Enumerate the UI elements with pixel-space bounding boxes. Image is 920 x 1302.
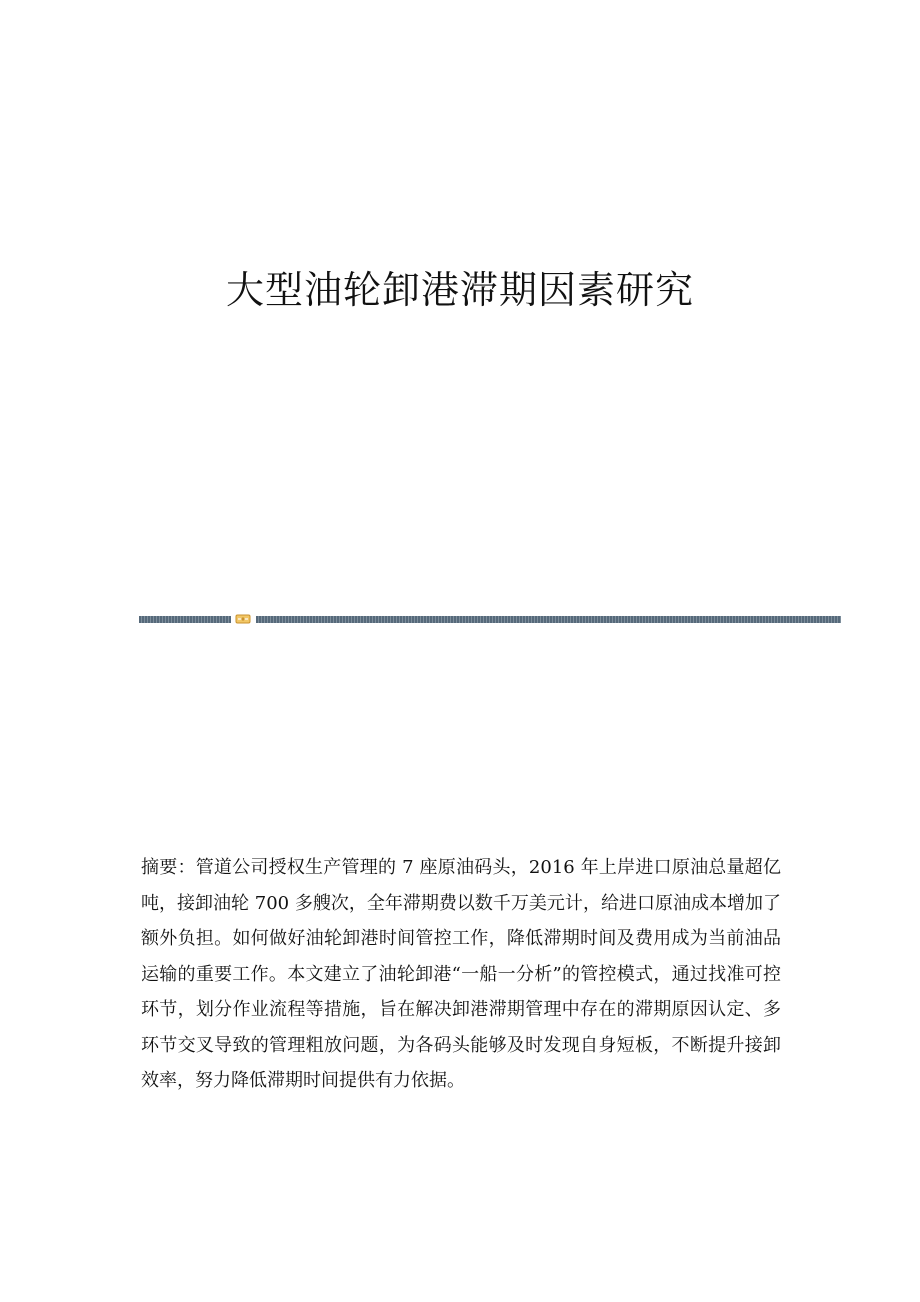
divider-bar-right [256, 616, 841, 623]
document-title: 大型油轮卸港滞期因素研究 [225, 268, 694, 312]
section-divider [139, 612, 841, 626]
divider-bar-left [139, 616, 231, 623]
abstract-label: 摘要： [141, 857, 196, 878]
ornament-icon [235, 613, 251, 625]
abstract-text: 管道公司授权生产管理的 7 座原油码头，2016 年上岸进口原油总量超亿吨，接卸油轮 700 多艘次，全年滞期费以数千万美元计，给进口原油成本增加了额外负担。如何做好油轮卸港时间管控工作，降低滞期时间及费用成为当前油品运输的重要工作。本文建立了油轮卸港“一船一分析”的管控模式，通过找准可控环节，划分作业流程等措施，旨在解决卸港滞期管理中存在的滞期原因认定、多环节交叉导致的管理粗放问题，为各码头能够及时发现自身短板，不断提升接卸效率，努力降低滞期时间提供有力依据。 [141, 857, 781, 1091]
abstract-paragraph [141, 850, 781, 1099]
